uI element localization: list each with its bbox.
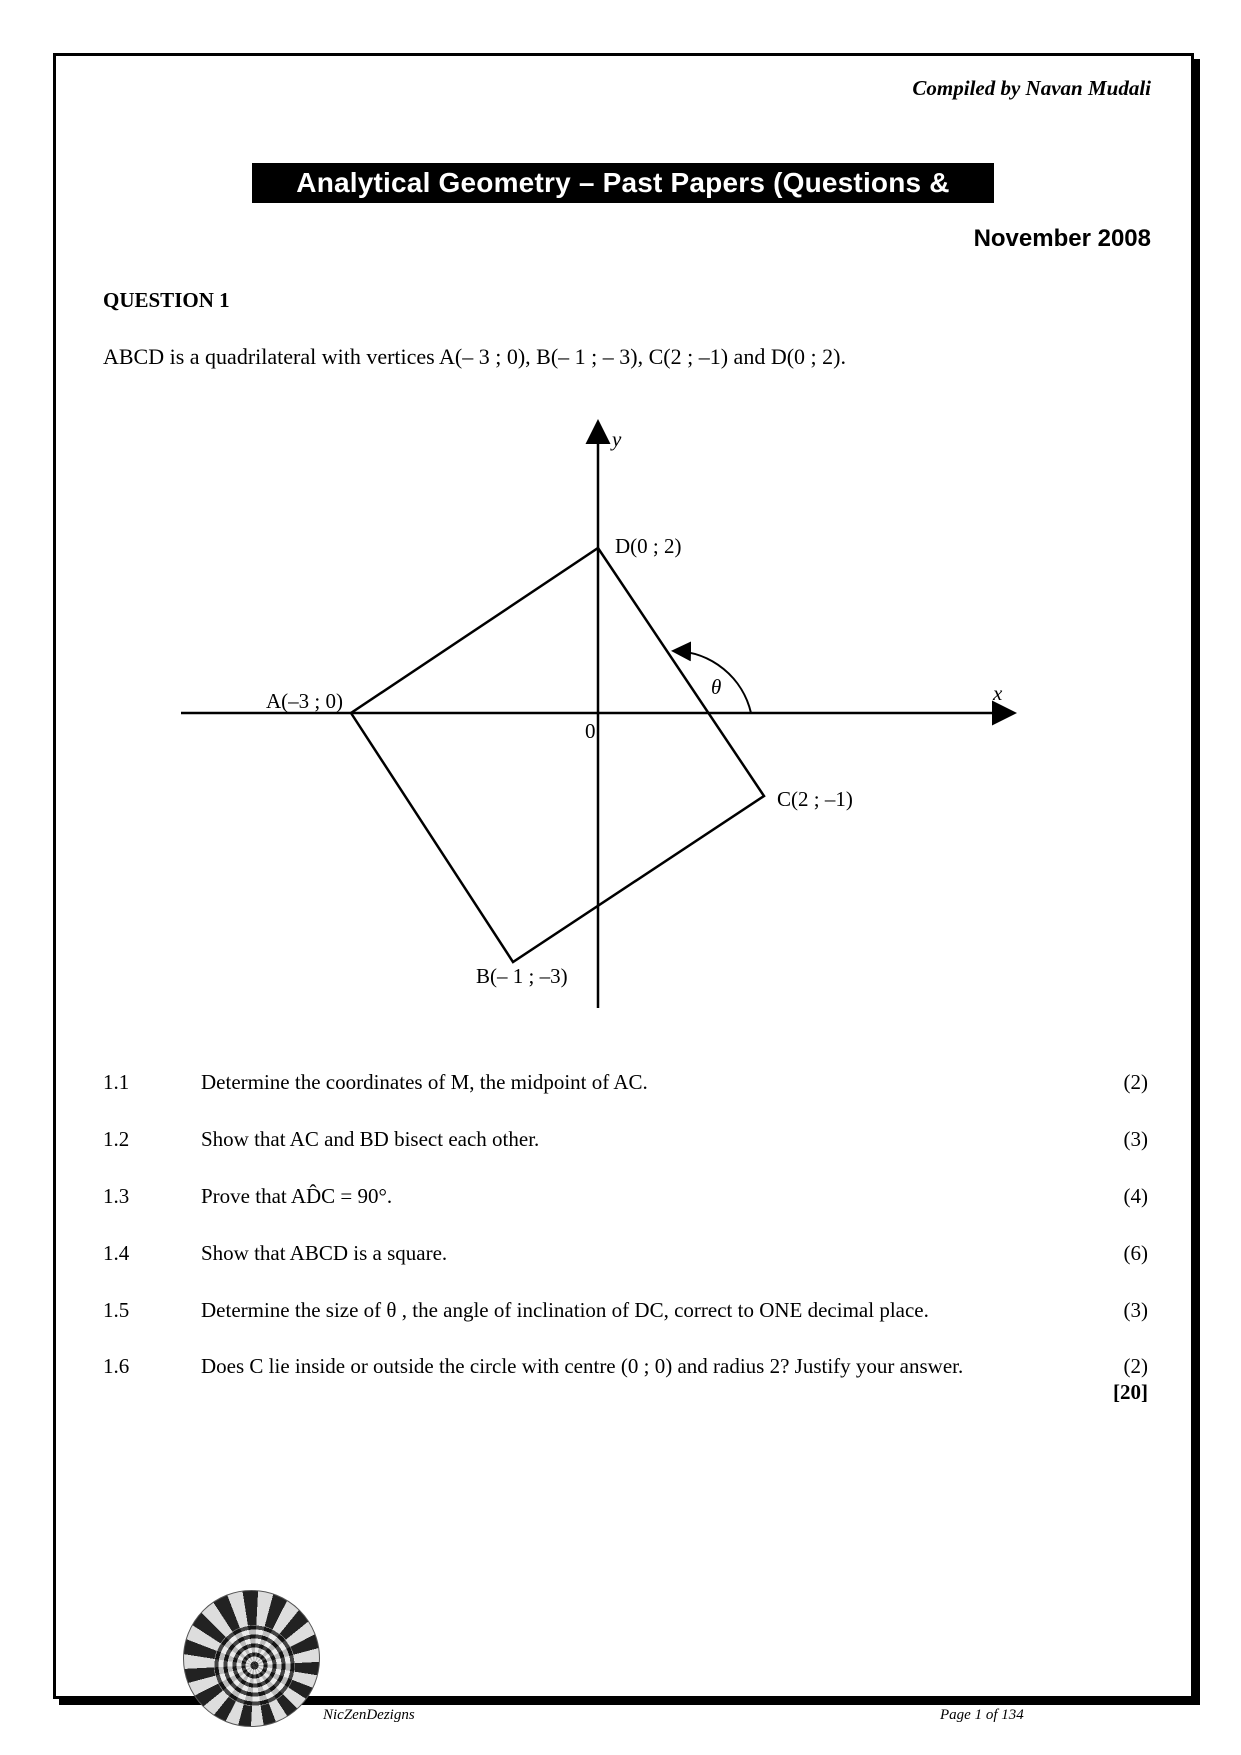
point-b-label: B(– 1 ; –3)	[476, 964, 568, 988]
exam-date: November 2008	[973, 225, 1151, 252]
question-number: 1.1	[103, 1070, 130, 1094]
question-number: 1.2	[103, 1127, 130, 1151]
question-marks: (2)	[1123, 1070, 1148, 1094]
logo-spiral	[214, 1625, 295, 1706]
question-marks: (3)	[1123, 1298, 1148, 1322]
question-item	[103, 1296, 1148, 1324]
document-title: Analytical Geometry – Past Papers (Questions & Solutions)	[252, 163, 994, 203]
question-text: Determine the size of θ , the angle of inclination of DC, correct to ONE decimal place.	[201, 1298, 929, 1322]
question-text: Show that ABCD is a square.	[201, 1241, 448, 1265]
question-number: 1.3	[103, 1184, 130, 1208]
question-item	[103, 1182, 1148, 1210]
niczen-logo	[183, 1590, 320, 1727]
question-item	[103, 1239, 1148, 1267]
question-item	[103, 1125, 1148, 1153]
question-number: 1.4	[103, 1241, 130, 1265]
question-text: Does C lie inside or outside the circle with centre (0 ; 0) and radius 2? Justify your answer.	[201, 1354, 964, 1378]
point-a-label: A(–3 ; 0)	[266, 689, 343, 713]
x-axis-label: x	[993, 681, 1003, 705]
question-text: Show that AC and BD bisect each other.	[201, 1127, 540, 1151]
question-text: Prove that AD̂C = 90°.	[201, 1184, 393, 1208]
question-marks: (4)	[1123, 1184, 1148, 1208]
point-d-label: D(0 ; 2)	[615, 534, 682, 558]
question-intro: ABCD is a quadrilateral with vertices A(– 3 ; 0), B(– 1 ; – 3), C(2 ; –1) and D(0 ; 2).	[103, 344, 846, 369]
compiled-by: Compiled by Navan Mudali	[912, 76, 1151, 100]
question-marks: (3)	[1123, 1127, 1148, 1151]
page-number: Page 1 of 134	[940, 1707, 1024, 1723]
question-total: [20]	[1113, 1380, 1148, 1404]
question-item	[103, 1068, 1148, 1096]
theta-label: θ	[711, 675, 722, 699]
question-number: 1.5	[103, 1298, 130, 1322]
question-text: Determine the coordinates of M, the midpoint of AC.	[201, 1070, 648, 1094]
footer-brand: NicZenDezigns	[323, 1707, 415, 1723]
question-marks: (2)	[1123, 1354, 1148, 1378]
question-item	[103, 1352, 1148, 1380]
question-list	[103, 1068, 1148, 1404]
point-c-label: C(2 ; –1)	[777, 787, 853, 811]
question-marks: (6)	[1123, 1241, 1148, 1265]
origin-label: 0	[585, 719, 596, 743]
question-heading: QUESTION 1	[103, 288, 230, 312]
question-number: 1.6	[103, 1354, 130, 1378]
y-axis-label: y	[612, 427, 622, 451]
